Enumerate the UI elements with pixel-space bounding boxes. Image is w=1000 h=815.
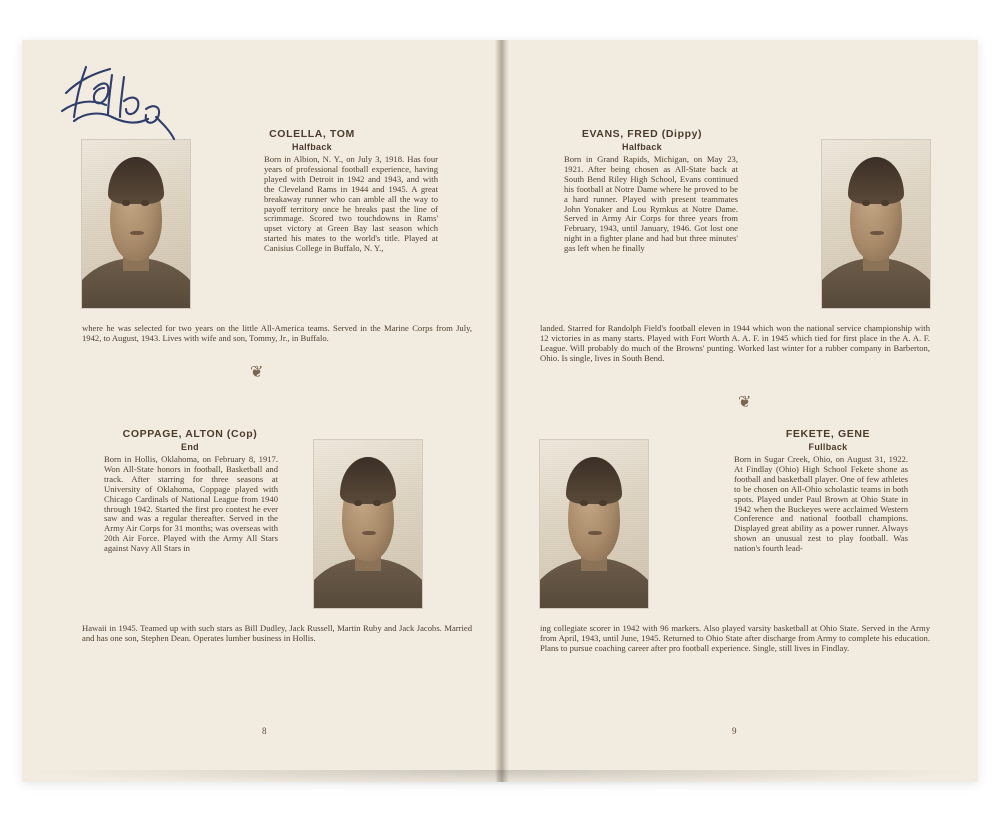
right-page [500, 40, 978, 782]
player-bio-wide: where he was selected for two years on the little All-America teams. Served in the Marine Corps from July, 1942, to August, 1943. Lives with wife and son, Tommy, Jr., in Buffalo. [82, 323, 472, 343]
player-photo-colella [82, 140, 190, 308]
player-bio-column: Born in Hollis, Oklahoma, on February 8, 1917. Won All-State honors in football, Basketball and track. After starring for three seasons at University of Oklahoma, Coppage played with Chicago Cardinals of National League from 1940 through 1942. Started the first pro contest he ever saw and was a regular thereafter. Served in the Army Air Corps for 31 months; was overseas with 20th Air Force. Played with the Army All Stars against Navy All Stars in [104, 454, 278, 554]
section-ornament-icon: ❦ [250, 362, 265, 381]
player-photo-evans [822, 140, 930, 308]
player-bio-column: Born in Albion, N. Y., on July 3, 1918. Has four years of professional football experience, having played with Detroit in 1942 and 1943, and with the Cleveland Rams in 1944 and 1945. A great breakaway runner who can amble all the way to payoff territory once he breaks past the line of scrimmage. Scored two touchdowns in Rams' upset victory at Green Bay last season which started his mates to the world's title. Played at Canisius College in Buffalo, N. Y., [264, 154, 438, 254]
player-name: EVANS, FRED (Dippy) [581, 128, 703, 140]
player-name-block-colella [212, 128, 412, 152]
section-ornament-icon: ❦ [738, 392, 753, 411]
player-position: Halfback [292, 142, 332, 152]
player-bio-wide: ing collegiate scorer in 1942 with 96 markers. Also played varsity basketball at Ohio State. Served in the Army from April, 1943, until June, 1945. Returned to Ohio State after discharge from Army to complete his education. Plans to pursue coaching career after pro football experience. Single, still lives in Findlay. [540, 623, 930, 653]
player-bio-column: Born in Grand Rapids, Michigan, on May 23, 1921. After being chosen as All-State back at South Bend Riley High School, Evans continued his football at Notre Dame where he proved to be a hard runner. Played with present teammates John Yonaker and Lou Rymkus at Notre Dame. Served in Army Air Corps for three years from February, 1943, until January, 1946. Got lost one night in a fighter plane and had but three minutes' gas left when he finally [564, 154, 738, 254]
page-number-left: 8 [262, 726, 267, 736]
page-number-right: 9 [732, 726, 737, 736]
player-bio-wide: landed. Starred for Randolph Field's football eleven in 1944 which won the national service championship with 12 victories in as many starts. Played with Fort Worth A. A. F. in 1945 which tied for first place in the A. A. F. League. Will probably do much of the Browns' punting. Worked last winter for a rubber company in Barberton, Ohio. Is single, lives in South Bend. [540, 323, 930, 363]
player-name: COLELLA, TOM [269, 128, 355, 140]
player-name: COPPAGE, ALTON (Cop) [122, 428, 258, 440]
player-name-block-evans [540, 128, 744, 152]
open-booklet [22, 40, 978, 782]
player-name-block-fekete [726, 428, 930, 452]
player-photo-fekete [540, 440, 648, 608]
player-bio-column: Born in Sugar Creek, Ohio, on August 31, 1922. At Findlay (Ohio) High School Fekete shone as football and basketball player. One of few athletes to be chosen on All-Ohio scholastic teams in both spots. Played under Paul Brown at Ohio State in 1942 when the Buckeyes were acclaimed Western Conference and national football champions. Displayed great ability as a power runner. Always shown an unusual zest to play football. Was nation's fourth lead- [734, 454, 908, 554]
player-position: Fullback [808, 442, 848, 452]
player-position: End [181, 442, 199, 452]
left-page [22, 40, 500, 782]
player-name: FEKETE, GENE [785, 428, 871, 440]
player-position: Halfback [622, 142, 662, 152]
player-photo-coppage [314, 440, 422, 608]
player-name-block-coppage [88, 428, 292, 452]
player-bio-wide: Hawaii in 1945. Teamed up with such stars as Bill Dudley, Jack Russell, Martin Ruby and Jack Jacobs. Married and has one son, Stephen Dean. Operates lumber business in Hollis. [82, 623, 472, 643]
